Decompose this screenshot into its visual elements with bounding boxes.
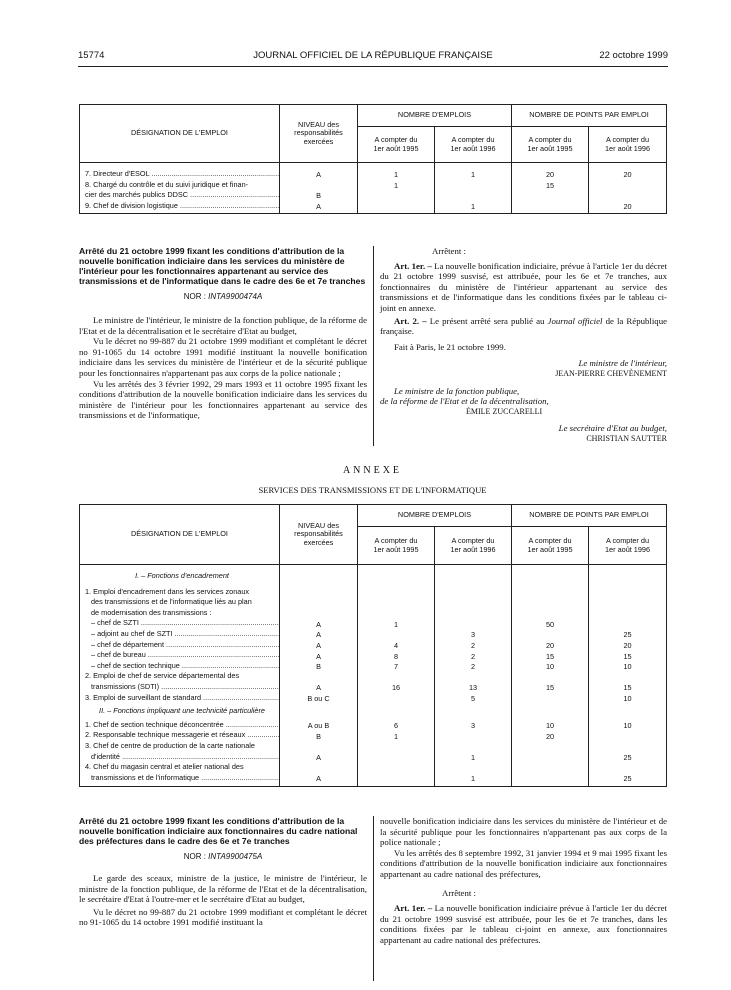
cell-value [512,694,588,705]
cell-value: 1 [470,774,476,784]
arrete-1-right-column [380,246,667,445]
signature-2-title-1: Le ministre de la fonction publique, [394,385,520,396]
cell-niveau: A [316,630,321,640]
cell-value: 20 [623,641,632,651]
table-row-label: – adjoint au chef de SZTI ..... [85,629,279,640]
table-1-body-p95 [512,163,589,214]
cell-value [358,202,434,213]
col-header-emplois: NOMBRE D'EMPLOIS [358,505,512,527]
table-row-label: des transmissions et de l'informatique liés au plan [91,597,252,607]
table-row-label: 7. Directeur d'ESOL ..... [85,169,279,180]
article-text: La nouvelle bonification indiciaire prévue à l'article 1er du décret du 21 octobre 1999 susvisé est attribuée, pour les 6e et 7e tranches, dans les conditions fixées par le tableau ci-joint en annexe, aux fonctionnaires appartenant au cadre national des préfectures. [380,903,667,945]
section-heading: II. – Fonctions impliquant une technicité particulière [99,706,265,716]
cell-value: 3 [470,721,476,731]
journal-name: Journal officiel [547,315,603,326]
cell-niveau: B ou C [307,694,330,704]
cell-value: 1 [393,180,399,190]
signature-1-name: JEAN-PIERRE CHEVÈNEMENT [555,368,667,378]
cell-value: 10 [545,721,555,731]
table-2 [79,504,666,787]
cell-value: 3 [470,630,476,640]
col-header-designation: DÉSIGNATION DE L'EMPLOI [80,105,280,163]
table-row-label: – chef de section technique ..... [85,661,279,672]
cell-value: 13 [468,683,478,693]
cell-value [512,753,588,764]
article-label: Art. 1er. – [394,903,433,914]
arrete-1-para-1: Le ministre de l'intérieur, le ministre de la fonction publique, de la réforme de l'Etat et de la décentralisation et le secrétaire d'Etat au budget, [79,315,367,336]
column-divider [373,246,374,446]
table-row-label: – chef de département ..... [85,640,279,651]
table-2-body-designation [80,565,280,787]
cell-value [435,620,511,631]
col-header-emplois-1995: A compter du 1er août 1995 [358,527,435,565]
col-header-niveau: NIVEAU des responsabilités exercées [280,505,358,565]
article-label: Art. 2. – [394,315,427,326]
table-2-body-niveau [280,565,358,787]
table-row-label: 3. Emploi de surveillant de standard ..... [85,693,279,704]
section-heading: I. – Fonctions d'encadrement [135,571,229,580]
arrete-2-arretent: Arrêtent : [442,887,476,898]
table-row-label: 9. Chef de division logistique ..... [85,201,279,212]
cell-value: 1 [470,753,476,762]
cell-value: 6 [393,721,399,731]
cell-niveau: B [316,731,321,741]
article-text: de la République française. [380,315,667,337]
table-row-label: 8. Chargé du contrôle et du suivi juridique et finan- [85,179,249,189]
cell-value [435,191,511,202]
header-rule [78,66,668,67]
journal-title: JOURNAL OFFICIEL DE LA RÉPUBLIQUE FRANÇAISE [253,50,493,61]
cell-niveau: B [316,662,321,672]
cell-value: 2 [470,641,476,651]
table-row-label: – chef de SZTI ..... [85,618,279,629]
col-header-designation: DÉSIGNATION DE L'EMPLOI [80,505,280,565]
nor-code: INTA9900474A [208,292,263,301]
cell-value [589,620,666,631]
col-header-niveau: NIVEAU des responsabilités exercées [280,105,358,163]
cell-value: 7 [393,662,399,672]
cell-niveau: A [316,619,321,629]
table-row-label: d'identité ..... [85,752,279,763]
cell-value: 1 [470,170,476,179]
col-header-points-1995: A compter du 1er août 1995 [512,527,589,565]
arrete-2-nor [79,852,367,861]
cell-niveau: A [316,774,321,784]
cell-value [358,630,434,641]
table-1-body-p96 [589,163,667,214]
cell-value: 20 [545,731,555,741]
issue-date: 22 octobre 1999 [599,50,668,61]
table-1-body-designation [80,163,280,214]
col-header-points: NOMBRE DE POINTS PAR EMPLOI [512,505,667,527]
cell-value [358,694,434,705]
arrete-1-article-2 [380,316,667,337]
arrete-1-left-column [79,246,367,421]
page-header [78,50,668,66]
cell-value: 10 [623,662,632,672]
nor-label: NOR : [183,852,206,861]
article-text: La nouvelle bonification indiciaire, prévue à l'article 1er du décret du 21 octobre 1999 susvisé, est attribuée, pour les 6e et 7e tranches, aux fonctionnaires du ministère de l'intérieur appartenant au service des transmissions et de l'informatique dans les conditions fixées par le tableau ci-joint en annexe. [380,260,667,313]
table-row-label: 2. Emploi de chef de service départemental des [85,671,240,681]
col-header-emplois-1995: A compter du 1er août 1995 [358,127,435,163]
column-divider [373,816,374,981]
nor-code: INTA9900475A [208,852,263,861]
arrete-1-nor [79,292,367,301]
cell-value: 8 [393,651,399,661]
cell-value: 20 [545,641,555,651]
table-row-label: 1. Chef de section technique déconcentrée ..... [85,720,279,731]
cell-value: 2 [470,651,476,661]
cell-value: 25 [623,630,632,640]
signature-1-title: Le ministre de l'intérieur, [578,358,667,369]
cell-value: 16 [391,683,401,693]
cell-value: 1 [393,731,399,741]
arrete-1-article-1 [380,261,667,314]
table-row-label: – chef de bureau ..... [85,650,279,661]
arrete-2-para-4: Vu les arrêtés des 8 septembre 1992, 31 janvier 1994 et 9 mai 1995 fixant les conditions d'attribution de la nouvelle bonification indiciaire aux fonctionnaires appartenant au cadre national des préfectures, [380,847,667,879]
cell-value: 1 [393,619,399,629]
cell-value: 2 [470,662,476,672]
arrete-2-article-1 [380,903,667,945]
cell-value: 10 [623,721,632,731]
table-row-label: de modernisation des transmissions : [91,607,212,617]
cell-value [435,732,511,743]
arrete-1-arretent: Arrêtent : [432,246,466,256]
cell-value: 1 [470,201,476,211]
table-1-body-e96 [435,163,512,214]
cell-value [589,732,666,743]
arrete-2-para-1: Le garde des sceaux, ministre de la justice, le ministre de l'intérieur, le ministre de la fonction publique, de la réforme de l'Etat et de la décentralisation, le secrétaire d'Etat à l'outre-mer et le secrétaire d'Etat au budget, [79,873,367,905]
cell-value [512,630,588,641]
cell-value: 15 [545,180,555,190]
table-row-label: 4. Chef du magasin central et atelier national des [85,762,244,772]
signature-2-title-2: de la réforme de l'Etat et de la décentralisation, [380,396,549,407]
signature-2-name: ÉMILE ZUCCARELLI [466,406,543,416]
cell-value [512,774,588,785]
table-2-body-p96 [589,565,667,787]
cell-value: 15 [623,651,632,661]
cell-value: 25 [623,774,632,784]
col-header-emplois: NOMBRE D'EMPLOIS [358,105,512,127]
cell-value [358,774,434,785]
cell-value: 1 [393,170,399,179]
cell-niveau: A [316,170,321,179]
table-row-label: cier des marchés publics DDSC ..... [85,190,279,201]
cell-niveau: A [316,651,321,661]
table-row-label: transmissions et de l'informatique ..... [85,773,279,784]
arrete-1-para-3: Vu les arrêtés des 3 février 1992, 29 mars 1993 et 11 octobre 1995 fixant les conditions d'attribution de la nouvelle bonification indiciaire dans les services du ministère de l'intérieur pour les fonctionnaires appartenant au service des transmissions et de l'informatique, [79,378,367,421]
col-header-points-1996: A compter du 1er août 1996 [589,527,667,565]
cell-value: 4 [393,641,399,651]
annexe-title: ANNEXE [342,465,403,476]
page-number: 15774 [78,50,105,61]
cell-value: 10 [623,694,632,704]
cell-value: 25 [623,753,632,762]
cell-value: 20 [623,201,632,211]
arrete-2-para-3: nouvelle bonification indiciaire dans les services du ministère de l'intérieur et de la sécurité publique pour les fonctionnaires n'appartenant pas aux corps de la police nationale ; [380,816,667,848]
cell-niveau: A [316,201,321,211]
cell-value: 20 [545,170,555,179]
article-label: Art. 1er. – [394,260,432,271]
col-header-emplois-1996: A compter du 1er août 1996 [435,127,512,163]
cell-niveau: B [316,191,321,201]
arrete-1-title: Arrêté du 21 octobre 1999 fixant les conditions d'attribution de la nouvelle bonification indiciaire dans les services du ministère de l'intérieur pour les fonctionnaires appartenant au service des transmissions et de l'informatique dans le cadre des 6e et 7e tranches [79,246,366,286]
table-2-body-e95 [358,565,435,787]
cell-niveau: A [316,683,321,693]
table-1 [79,104,666,214]
arrete-2-left-column [79,816,367,928]
cell-value: 10 [545,662,555,672]
arrete-2-title: Arrêté du 21 octobre 1999 fixant les conditions d'attribution de la nouvelle bonification indiciaire aux fonctionnaires du cadre national des préfectures dans le cadre des 6e et 7e tranches [79,816,358,846]
table-2-body-e96 [435,565,512,787]
annexe-subtitle: SERVICES DES TRANSMISSIONS ET DE L'INFORMATIQUE [258,485,487,495]
arrete-1-fait: Fait à Paris, le 21 octobre 1999. [394,341,506,352]
table-row-label: 1. Emploi d'encadrement dans les services zonaux [85,586,250,596]
cell-niveau: A ou B [307,721,330,731]
article-text: Le présent arrêté sera publié au [429,315,548,326]
cell-value [358,753,434,764]
table-2-body-p95 [512,565,589,787]
col-header-points-1996: A compter du 1er août 1996 [589,127,667,163]
cell-value [512,202,588,213]
nor-label: NOR : [183,292,206,301]
cell-value: 15 [545,683,555,693]
table-row-label: 3. Chef de centre de production de la carte nationale [85,740,255,750]
arrete-2-para-2: Vu le décret no 99-887 du 21 octobre 1999 modifiant et complétant le décret no 91-1065 du 14 octobre 1991 modifié instituant la [79,906,367,928]
cell-value: 15 [623,683,632,693]
col-header-emplois-1996: A compter du 1er août 1996 [435,527,512,565]
table-row-label: 2. Responsable technique messagerie et réseaux ..... [85,730,279,741]
cell-value [589,191,666,202]
cell-niveau: A [316,753,321,762]
arrete-2-right-column [380,816,667,946]
cell-value: 15 [545,651,555,661]
signature-3-title: Le secrétaire d'Etat au budget, [558,423,667,434]
arrete-1-para-2: Vu le décret no 99-887 du 21 octobre 1999 modifiant et complétant le décret no 91-1065 du 14 octobre 1991 modifié instituant la nouvelle bonification indiciaire dans les services du ministère de l'intérieur et de la sécurité publique pour les fonctionnaires n'appartenant pas aux corps de la police nationale ; [79,336,367,378]
col-header-points: NOMBRE DE POINTS PAR EMPLOI [512,105,667,127]
cell-value: 50 [545,619,555,629]
table-1-body-niveau [280,163,358,214]
cell-value: 5 [470,694,476,704]
cell-value: 20 [623,170,632,179]
table-1-body-e95 [358,163,435,214]
col-header-points-1995: A compter du 1er août 1995 [512,127,589,163]
table-row-label: transmissions (SDTI) ..... [85,682,279,693]
signature-3-name: CHRISTIAN SAUTTER [586,433,667,443]
cell-niveau: A [316,641,321,651]
